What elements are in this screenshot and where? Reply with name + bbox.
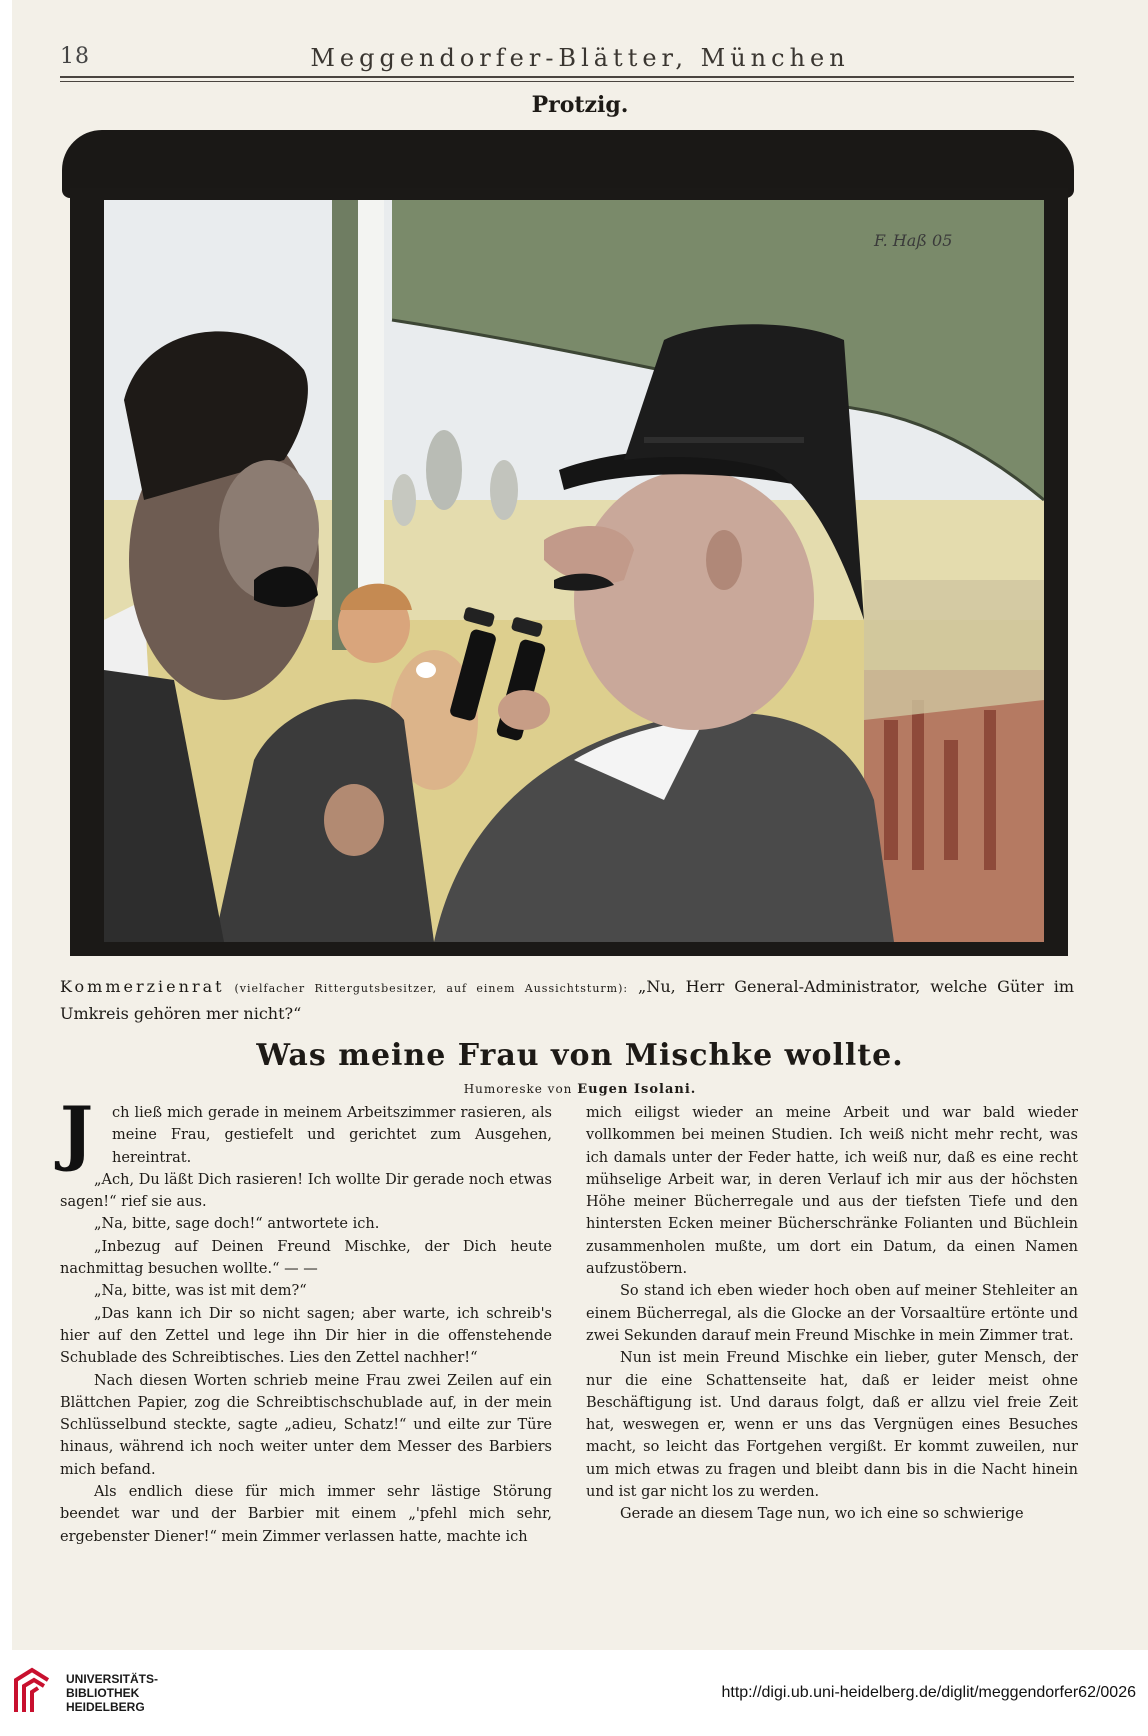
- caption-quote: „Nu, Herr General-Administrator, welche Güter im Umkreis gehören mer nicht?“: [60, 977, 1074, 1023]
- library-name: [66, 1672, 158, 1714]
- library-name-line: UNIVERSITÄTS-: [66, 1672, 159, 1686]
- page-number: 18: [60, 44, 90, 69]
- header-rule-thin: [60, 81, 1074, 82]
- paragraph: „Das kann ich Dir so nicht sagen; aber warte, ich schreib's hier auf den Zettel und lege ihn Dir hier in die offenstehende Schublade des Schreibtisches. Lies den Zettel nachher!“: [60, 1305, 552, 1367]
- library-name-line: HEIDELBERG: [66, 1700, 145, 1714]
- scanned-page: [12, 0, 1148, 1650]
- paragraph: „Inbezug auf Deinen Freund Mischke, der Dich heute nachmittag besuchen wollte.“ — —: [60, 1238, 552, 1278]
- paragraph: Nun ist mein Freund Mischke ein lieber, guter Mensch, der nur die eine Schattenseite hat, daß er leider meist ohne Beschäftigung ist. Und daraus folgt, daß er allzu viel freie Zeit hat, weswegen er, wenn er uns das Vergnügen eines Besuches macht, so leicht das Fortgehen vergißt. Er kommt zuweilen, nur um mich etwas zu fragen und bleibt dann bis in die Nacht hinein und ist gar nicht los zu werden.: [586, 1350, 1078, 1501]
- caption-note: (vielfacher Rittergutsbesitzer, auf einem Aussichtsturm):: [234, 982, 629, 995]
- opening-paragraph: [60, 1091, 552, 1174]
- library-name-line: BIBLIOTHEK: [66, 1686, 140, 1700]
- library-footer: [0, 1650, 1148, 1736]
- header-rule: [60, 76, 1074, 78]
- library-logo-icon[interactable]: [12, 1666, 54, 1716]
- paragraph: „Ach, Du läßt Dich rasieren! Ich wollte Dir gerade noch etwas sagen!“ rief sie aus.: [60, 1171, 552, 1211]
- paragraph: Nach diesen Worten schrieb meine Frau zwei Zeilen auf ein Blättchen Papier, zog die Schreibtischschublade auf, in der mein Schlüsselbund steckte, sagte „adieu, Schatz!“ und eilte zur Türe hinaus, während ich noch weiter unter dem Messer des Barbiers mich befand.: [60, 1372, 552, 1478]
- text-column-right: [586, 1102, 1078, 1526]
- cartoon-title: Protzig.: [531, 92, 629, 118]
- artist-signature: F. Haß 05: [874, 231, 953, 250]
- byline-prefix: Humoreske von: [463, 1082, 573, 1096]
- byline: [12, 1082, 1148, 1097]
- cartoon-caption: [60, 974, 1074, 1026]
- story-title: Was meine Frau von Mischke wollte.: [256, 1038, 904, 1073]
- cartoon-drawing: [104, 200, 1044, 942]
- paragraph: mich eiligst wieder an meine Arbeit und war bald wieder vollkommen bei meinen Studien. Ich weiß nicht mehr recht, was ich damals unter der Feder hatte, ich weiß nur, daß es eine recht mühselige Arbeit war, in deren Verlauf ich mir aus der höchsten Höhe meiner Bücherregale und aus der tiefsten Tiefe und den hintersten Ecken meiner Bücherschränke Folianten und Büchlein zusammenholen mußte, um dort ein Datum, da einen Namen aufzustöbern.: [586, 1105, 1078, 1278]
- paragraph: ch ließ mich gerade in meinem Arbeitszimmer rasieren, als meine Frau, gestiefelt und gerichtet zum Ausgehen, hereintrat.: [112, 1105, 552, 1166]
- text-column-left: [60, 1091, 552, 1548]
- paragraph: Als endlich diese für mich immer sehr lästige Störung beendet war und der Barbier mit einem „'pfehl mich sehr, ergebenster Diener!“ mein Zimmer verlassen hatte, machte ich: [60, 1484, 552, 1545]
- byline-author: Eugen Isolani.: [577, 1082, 697, 1097]
- drop-cap: J: [60, 1091, 94, 1174]
- running-head: Meggendorfer-Blätter, München: [310, 44, 850, 72]
- paragraph: „Na, bitte, was ist mit dem?“: [94, 1283, 307, 1300]
- source-url-link[interactable]: http://digi.ub.uni-heidelberg.de/diglit/meggendorfer62/0026: [721, 1684, 1136, 1701]
- paragraph: Gerade an diesem Tage nun, wo ich eine so schwierige: [620, 1506, 1024, 1523]
- paragraph: So stand ich eben wieder hoch oben auf meiner Stehleiter an einem Bücherregal, als die Glocke an der Vorsaaltüre ertönte und zwei Sekunden darauf mein Freund Mischke in mein Zimmer trat.: [586, 1283, 1078, 1344]
- cartoon-illustration: [104, 200, 1044, 942]
- paragraph: „Na, bitte, sage doch!“ antwortete ich.: [94, 1216, 380, 1233]
- caption-speaker: Kommerzienrat: [60, 977, 225, 996]
